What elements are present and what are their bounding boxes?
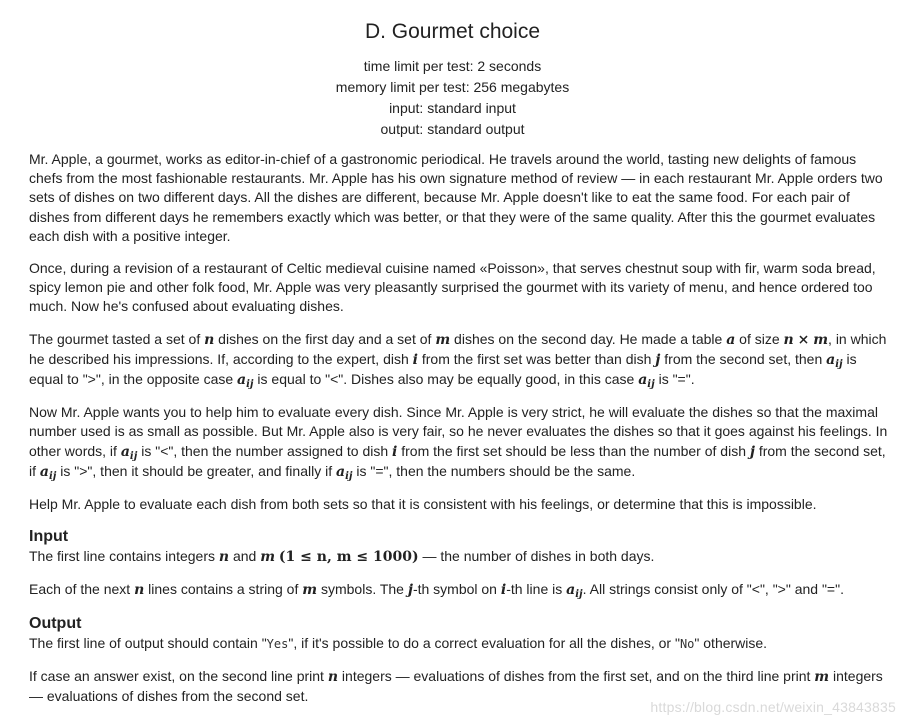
output-section-title: Output xyxy=(29,614,82,632)
input-section-title: Input xyxy=(29,528,69,546)
math-n: n xyxy=(204,331,215,348)
math-constraint: (1 ≤ n, m ≤ 1000) xyxy=(278,549,419,566)
statement-paragraph-5: Help Mr. Apple to evaluate each dish from both sets so that it is consistent with his feelings, or determine that this is impossible. xyxy=(29,496,817,513)
math-a: a xyxy=(726,331,736,348)
time-limit: time limit per test: 2 seconds xyxy=(363,58,542,74)
problem-title: D. Gourmet choice xyxy=(364,20,541,43)
math-m: m xyxy=(435,331,451,348)
input-paragraph-2: Each of the next n lines contains a string of m symbols. The j-th symbol on i-th line is $a_{ij}$. All strings consist only of "<", ">" and "=". xyxy=(29,581,844,601)
watermark: https://blog.csdn.net/weixin_43843835 xyxy=(650,699,896,715)
output-paragraph-1: The first line of output should contain "Yes", if it's possible to do a correct evaluation for all the dishes, or "No" otherwise. xyxy=(29,634,768,651)
problem-header xyxy=(0,0,905,140)
statement-paragraph-3: The gourmet tasted a set of n dishes on the first day and a set of m dishes on the second day. He made a table a of size n × m, in which he described his impressions. If, according to the expert, dish i from the first set was better than dish j from the second set, then $a_{ij}$ is equal to ">", in the opposite case $a_{ij}$ is equal to "<". Dishes also may be equally good, in this case $a_{ij}$ is "=". xyxy=(29,330,887,391)
code-yes: Yes xyxy=(266,636,289,651)
statement-paragraph-1: Mr. Apple, a gourmet, works as editor-in-chief of a gastronomic periodical. He travels around the world, tasting new delights of famous chefs from the most fashionable restaurants. Mr. Apple has his own signature method of review — in each restaurant Mr. Apple orders two sets of dishes on two different days. All the dishes are different, because Mr. Apple doesn't like to eat the same food. For each pair of dishes from different days he remembers exactly which was better, or that they were of the same quality. After this the gourmet evaluates each dish with a positive integer. xyxy=(29,151,883,244)
input-file: input: standard input xyxy=(389,100,516,116)
output-paragraph-2: If case an answer exist, on the second line print n integers — evaluations of dishes from the first set, and on the third line print m integers — evaluations of dishes from the second set. xyxy=(29,667,883,705)
statement-paragraph-2: Once, during a revision of a restaurant of Celtic medieval cuisine named «Poisson», that serves chestnut soup with fir, warm soda bread, spicy lemon pie and other folk food, Mr. Apple was very pleasantly surprised the gourmet with its variety of menu, and hence ordered too much. Now he's confused about evaluating dishes. xyxy=(29,260,876,315)
output-file: output: standard output xyxy=(380,121,525,137)
memory-limit: memory limit per test: 256 megabytes xyxy=(335,79,570,95)
problem-statement xyxy=(29,150,889,719)
statement-paragraph-4: Now Mr. Apple wants you to help him to evaluate every dish. Since Mr. Apple is very strict, he will evaluate the dishes so that the maximal number used is as small as possible. But Mr. Apple also is very fair, so he never evaluates the dishes so that it goes against his feelings. In other words, if $a_{ij}$ is "<", then the number assigned to dish i from the first set should be less than the number of dish j from the second set, if $a_{ij}$ is ">", then it should be greater, and finally if $a_{ij}$ is "=", then the numbers should be the same. xyxy=(29,404,888,482)
input-paragraph-1: The first line contains integers n and m (1 ≤ n, m ≤ 1000) — the number of dishes in both days. xyxy=(29,548,655,566)
code-no: No xyxy=(679,636,695,651)
